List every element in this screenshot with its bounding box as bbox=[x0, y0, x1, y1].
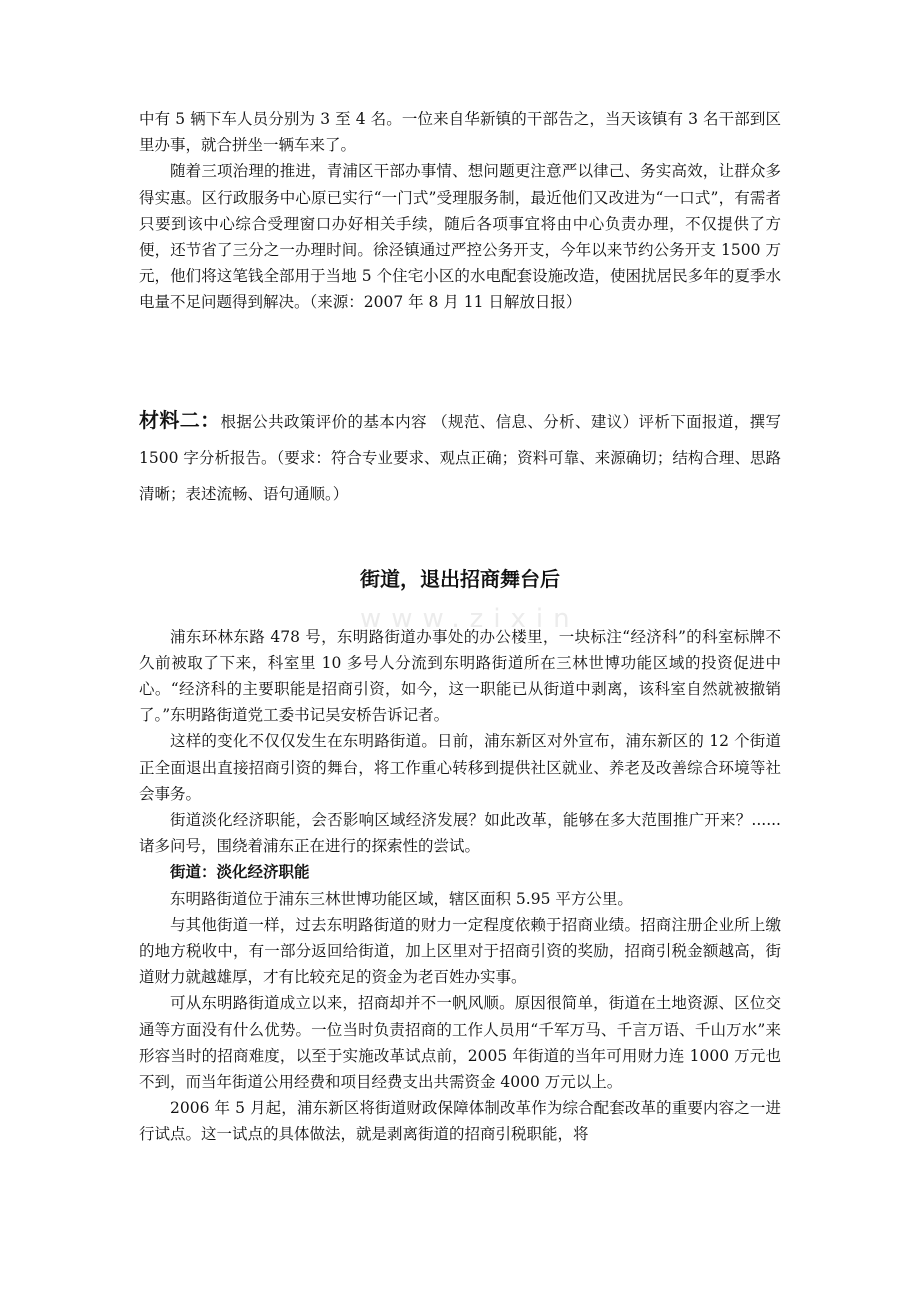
paragraph-1: 中有 5 辆下车人员分别为 3 至 4 名。一位来自华新镇的干部告之，当天该镇有 3 名干部到区里办事，就合拼坐一辆车来了。 bbox=[139, 110, 781, 155]
article-paragraph-7: 2006 年 5 月起，浦东新区将街道财政保障体制改革作为综合配套改革的重要内容之一进行试点。这一试点的具体做法，就是剥离街道的招商引税职能，将 bbox=[139, 1099, 781, 1144]
material-two-label: 材料二： bbox=[139, 407, 221, 432]
article-subheading: 街道：淡化经济职能 bbox=[170, 862, 310, 882]
material-two-text: 根据公共政策评价的基本内容 （规范、信息、分析、建议）评析下面报道，撰写 1500 字分析报告。（要求：符合专业要求、观点正确；资料可靠、来源确切；结构合理、思路清晰；表述流畅、语句通顺。） bbox=[139, 412, 781, 503]
watermark: www.zixin bbox=[360, 604, 580, 634]
article-paragraph-3: 街道淡化经济职能，会否影响区域经济发展？如此改革，能够在多大范围推广开来？......诸多问号，围绕着浦东正在进行的探索性的尝试。 bbox=[139, 811, 781, 856]
paragraph-2: 随着三项治理的推进，青浦区干部办事情、想问题更注意严以律己、务实高效，让群众多得实惠。区行政服务中心原已实行“一门式”受理服务制，最近他们又改进为“一口式”，有需者只要到该中心综合受理窗口办好相关手续，随后各项事宜将由中心负责办理，不仅提供了方便，还节省了三分之一办理时间。徐泾镇通过严控公务开支，今年以来节约公务开支 1500 万元，他们将这笔钱全部用于当地 5 个住宅小区的水电配套设施改造，使困扰居民多年的夏季水电量不足问题得到解决。（来源：2007 年 8 月 11 日解放日报） bbox=[139, 162, 781, 312]
article-paragraph-4: 东明路街道位于浦东三林世博功能区域，辖区面积 5.95 平方公里。 bbox=[170, 889, 633, 908]
article-title: 街道，退出招商舞台后 bbox=[360, 566, 560, 591]
article-paragraph-5: 与其他街道一样，过去东明路街道的财力一定程度依赖于招商业绩。招商注册企业所上缴的地方税收中，有一部分返回给街道，加上区里对于招商引资的奖励，招商引税金额越高，街道财力就越雄厚，才有比较充足的资金为老百姓办实事。 bbox=[139, 915, 781, 987]
article-paragraph-6: 可从东明路街道成立以来，招商却并不一帆风顺。原因很简单，街道在土地资源、区位交通等方面没有什么优势。一位当时负责招商的工作人员用“千军万马、千言万语、千山万水”来形容当时的招商难度，以至于实施改革试点前，2005 年街道的当年可用财力连 1000 万元也不到，而当年街道公用经费和项目经费支出共需资金 4000 万元以上。 bbox=[139, 994, 781, 1092]
material-two-block bbox=[139, 402, 781, 512]
document-page bbox=[139, 106, 781, 1148]
article-paragraph-1: 浦东环林东路 478 号，东明路街道办事处的办公楼里，一块标注“经济科”的科室标牌不久前被取了下来，科室里 10 多号人分流到东明路街道所在三林世博功能区域的投资促进中心。“经济科的主要职能是招商引资，如今，这一职能已从街道中剥离，该科室自然就被撤销了。”东明路街道党工委书记吴安桥告诉记者。 bbox=[139, 627, 781, 725]
article-paragraph-2: 这样的变化不仅仅发生在东明路街道。日前，浦东新区对外宣布，浦东新区的 12 个街道正全面退出直接招商引资的舞台，将工作重心转移到提供社区就业、养老及改善综合环境等社会事务。 bbox=[139, 732, 781, 803]
